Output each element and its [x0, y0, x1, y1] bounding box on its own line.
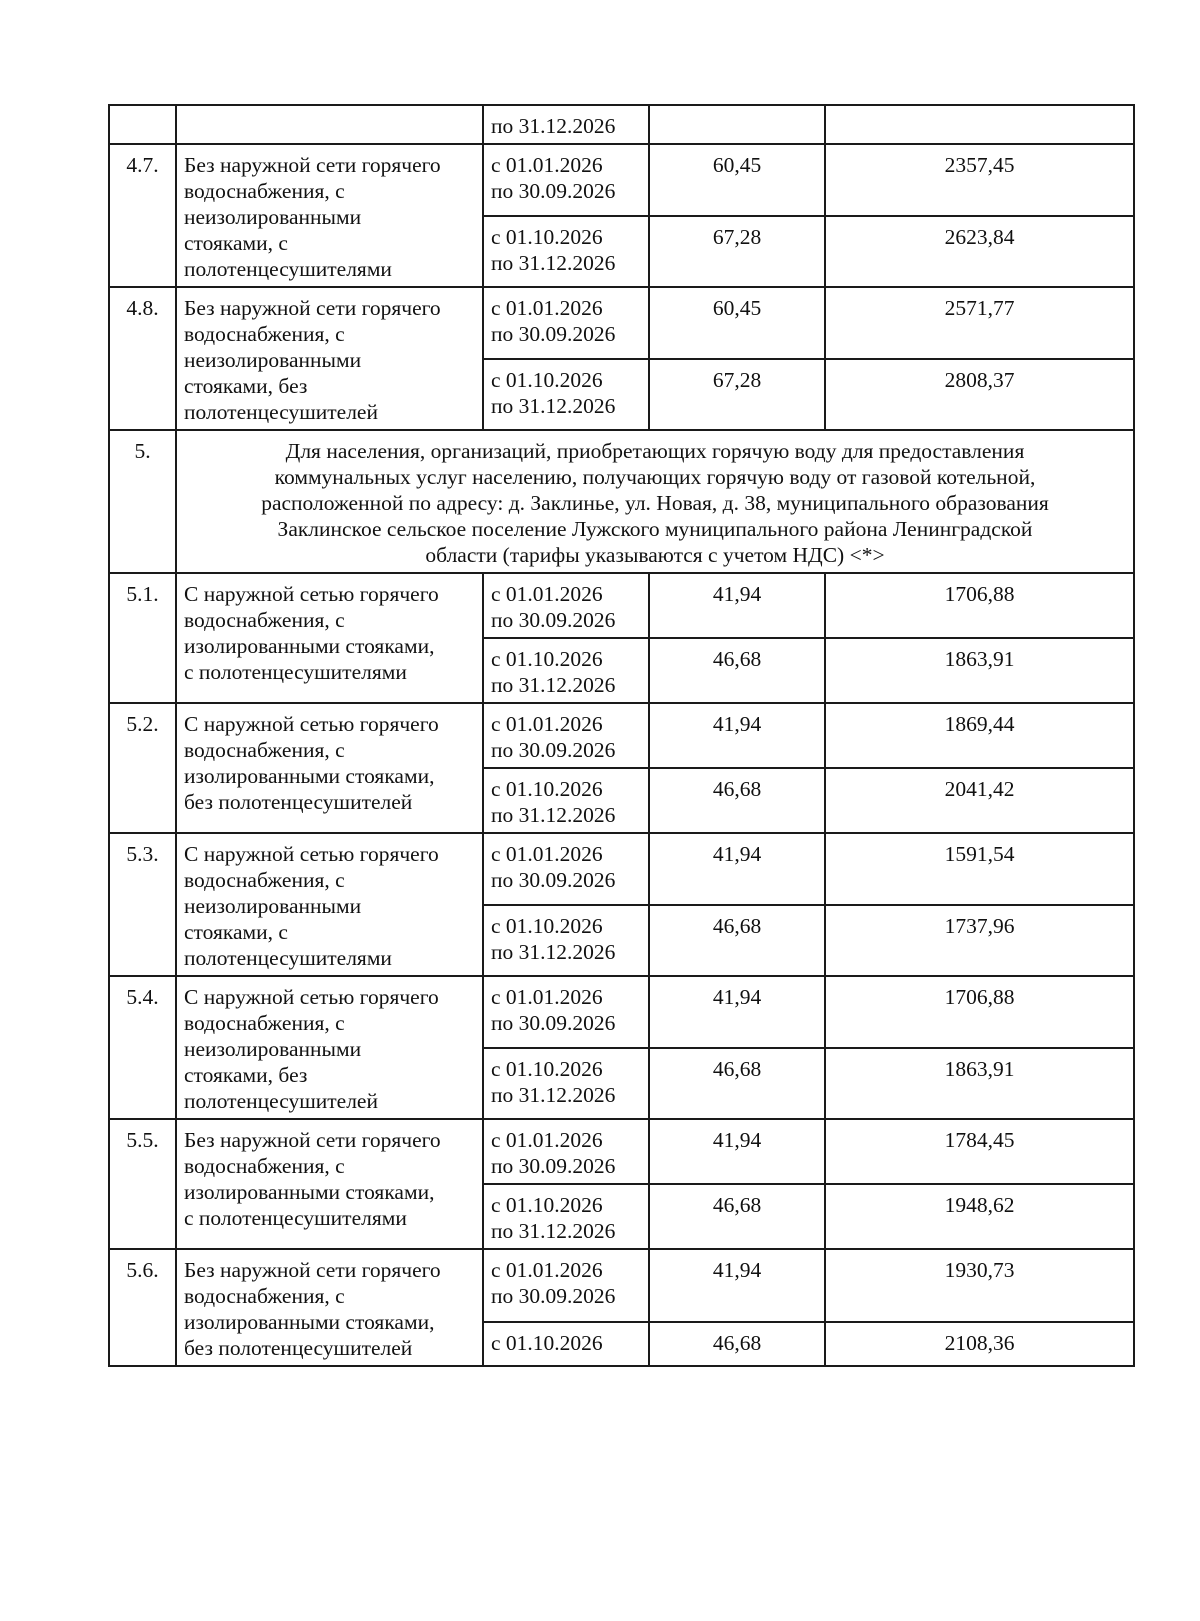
period-cell — [483, 216, 649, 288]
period-cell — [483, 359, 649, 431]
section-description-line: Заклинское сельское поселение Лужского муниципального района Ленинградской — [277, 517, 1033, 541]
value-cell-1: 60,45 — [649, 144, 825, 216]
item-name-line: стояками, с — [184, 920, 288, 944]
period-cell — [483, 1322, 649, 1366]
table-row — [109, 1249, 1134, 1322]
period-from: с 01.01.2026 — [491, 1128, 603, 1152]
period-cell — [483, 703, 649, 768]
item-name-line: полотенцесушителей — [184, 400, 378, 424]
period-cell — [483, 638, 649, 703]
period-to: по 30.09.2026 — [491, 868, 616, 892]
period-to: по 30.09.2026 — [491, 608, 616, 632]
table-row — [109, 703, 1134, 768]
item-name-line: Без наружной сети горячего — [184, 153, 441, 177]
item-name-line: водоснабжения, с — [184, 1154, 345, 1178]
item-name-line: неизолированными — [184, 1037, 362, 1061]
item-name-line: стояками, с — [184, 231, 288, 255]
value-cell-2: 2808,37 — [825, 359, 1134, 431]
period-cell — [483, 144, 649, 216]
item-name-line: водоснабжения, с — [184, 738, 345, 762]
section-number: 5. — [109, 430, 176, 573]
value-cell-1: 41,94 — [649, 833, 825, 905]
value-cell-2: 1869,44 — [825, 703, 1134, 768]
item-number: 4.8. — [109, 287, 176, 430]
tariff-table — [108, 104, 1135, 1367]
tariff-table-body — [109, 105, 1134, 1366]
period-to: по 30.09.2026 — [491, 1011, 616, 1035]
value-cell-1: 60,45 — [649, 287, 825, 359]
value-cell-2: 2041,42 — [825, 768, 1134, 833]
period-from: с 01.10.2026 — [491, 224, 603, 249]
item-name-line: стояками, без — [184, 1063, 308, 1087]
item-name-line: изолированными стояками, — [184, 634, 435, 658]
item-name-line: С наружной сетью горячего — [184, 582, 439, 606]
item-number: 5.6. — [109, 1249, 176, 1366]
value-cell-1: 46,68 — [649, 638, 825, 703]
period-cell — [483, 573, 649, 638]
item-name-line: водоснабжения, с — [184, 322, 345, 346]
section-header-row — [109, 430, 1134, 573]
table-row — [109, 1119, 1134, 1184]
period-to: по 31.12.2026 — [491, 1219, 616, 1243]
period-from: с 01.10.2026 — [491, 367, 603, 392]
section-description-line: области (тарифы указываются с учетом НДС) <*> — [425, 543, 885, 567]
period-to: по 31.12.2026 — [491, 673, 616, 697]
item-number: 5.5. — [109, 1119, 176, 1249]
item-number: 5.4. — [109, 976, 176, 1119]
value-cell-1: 41,94 — [649, 1119, 825, 1184]
item-name-line: С наружной сетью горячего — [184, 842, 439, 866]
period-cell — [483, 976, 649, 1048]
period-cell — [483, 287, 649, 359]
value-cell-2: 1706,88 — [825, 976, 1134, 1048]
item-name — [176, 287, 483, 430]
period-from: с 01.10.2026 — [491, 777, 603, 801]
item-name-line: с полотенцесушителями — [184, 1206, 407, 1230]
item-number: 5.1. — [109, 573, 176, 703]
table-row — [109, 573, 1134, 638]
period-to: по 31.12.2026 — [491, 250, 616, 275]
table-row — [109, 144, 1134, 216]
item-name-line: без полотенцесушителей — [184, 1336, 413, 1360]
period-from: с 01.10.2026 — [491, 1193, 603, 1217]
item-name-line: Без наружной сети горячего — [184, 296, 441, 320]
value-cell-2: 1863,91 — [825, 1048, 1134, 1120]
period-to: по 30.09.2026 — [491, 1284, 616, 1308]
period-cell — [483, 1119, 649, 1184]
table-row — [109, 976, 1134, 1048]
value-cell-2: 1930,73 — [825, 1249, 1134, 1322]
value-cell-1 — [649, 105, 825, 144]
item-name-line: полотенцесушителей — [184, 1089, 378, 1113]
item-name-line: водоснабжения, с — [184, 868, 345, 892]
value-cell-2: 1863,91 — [825, 638, 1134, 703]
period-from: с 01.01.2026 — [491, 296, 603, 320]
item-name-line: без полотенцесушителей — [184, 790, 413, 814]
value-cell-1: 41,94 — [649, 976, 825, 1048]
value-cell-1: 41,94 — [649, 573, 825, 638]
value-cell-2: 2571,77 — [825, 287, 1134, 359]
value-cell-1: 46,68 — [649, 905, 825, 977]
period-to: по 30.09.2026 — [491, 1154, 616, 1178]
item-name-line: С наружной сетью горячего — [184, 712, 439, 736]
section-description-line: расположенной по адресу: д. Заклинье, ул. Новая, д. 38, муниципального образования — [261, 491, 1049, 515]
item-name-line: водоснабжения, с — [184, 179, 345, 203]
period-to: по 31.12.2026 — [491, 114, 616, 138]
section-description — [176, 430, 1134, 573]
period-from: с 01.01.2026 — [491, 1258, 603, 1282]
item-name-line: водоснабжения, с — [184, 1011, 345, 1035]
period-to: по 30.09.2026 — [491, 738, 616, 762]
period-from: с 01.01.2026 — [491, 582, 603, 606]
number-cell — [109, 105, 176, 144]
item-name-line: неизолированными — [184, 894, 362, 918]
value-cell-1: 41,94 — [649, 1249, 825, 1322]
value-cell-1: 46,68 — [649, 1184, 825, 1249]
item-number: 5.2. — [109, 703, 176, 833]
value-cell-2: 1706,88 — [825, 573, 1134, 638]
item-name — [176, 573, 483, 703]
item-name-line: с полотенцесушителями — [184, 660, 407, 684]
period-from: с 01.10.2026 — [491, 1331, 603, 1356]
period-to: по 31.12.2026 — [491, 939, 616, 964]
period-to: по 31.12.2026 — [491, 1082, 616, 1107]
value-cell-2: 2108,36 — [825, 1322, 1134, 1366]
section-description-line: коммунальных услуг населению, получающих горячую воду от газовой котельной, — [274, 465, 1036, 489]
item-name-line: Без наружной сети горячего — [184, 1128, 441, 1152]
item-name — [176, 1119, 483, 1249]
item-name — [176, 144, 483, 287]
period-cell — [483, 833, 649, 905]
value-cell-2: 1591,54 — [825, 833, 1134, 905]
item-number: 5.3. — [109, 833, 176, 976]
item-name-line: стояками, без — [184, 374, 308, 398]
period-from: с 01.01.2026 — [491, 985, 603, 1009]
value-cell-2: 2357,45 — [825, 144, 1134, 216]
item-name-line: изолированными стояками, — [184, 1180, 435, 1204]
item-name-line: водоснабжения, с — [184, 608, 345, 632]
period-cell — [483, 105, 649, 144]
value-cell-2: 1948,62 — [825, 1184, 1134, 1249]
table-row — [109, 833, 1134, 905]
period-from: с 01.10.2026 — [491, 647, 603, 671]
period-cell — [483, 1048, 649, 1120]
item-name-line: полотенцесушителями — [184, 257, 392, 281]
table-row — [109, 105, 1134, 144]
item-name-line: неизолированными — [184, 205, 362, 229]
period-from: с 01.10.2026 — [491, 913, 603, 938]
period-from: с 01.01.2026 — [491, 153, 603, 177]
period-from: с 01.01.2026 — [491, 712, 603, 736]
item-name-line: Без наружной сети горячего — [184, 1258, 441, 1282]
table-row — [109, 287, 1134, 359]
period-cell — [483, 1184, 649, 1249]
period-cell — [483, 905, 649, 977]
item-name-line: неизолированными — [184, 348, 362, 372]
section-description-line: Для населения, организаций, приобретающих горячую воду для предоставления — [285, 439, 1025, 463]
value-cell-1: 46,68 — [649, 768, 825, 833]
item-name — [176, 833, 483, 976]
item-name-line: С наружной сетью горячего — [184, 985, 439, 1009]
value-cell-2: 2623,84 — [825, 216, 1134, 288]
period-cell — [483, 1249, 649, 1322]
value-cell-1: 46,68 — [649, 1322, 825, 1366]
item-name — [176, 1249, 483, 1366]
period-cell — [483, 768, 649, 833]
value-cell-2 — [825, 105, 1134, 144]
name-cell — [176, 105, 483, 144]
period-to: по 30.09.2026 — [491, 179, 616, 203]
item-name-line: полотенцесушителями — [184, 946, 392, 970]
item-number: 4.7. — [109, 144, 176, 287]
item-name — [176, 703, 483, 833]
period-from: с 01.01.2026 — [491, 842, 603, 866]
item-name-line: изолированными стояками, — [184, 1310, 435, 1334]
value-cell-1: 41,94 — [649, 703, 825, 768]
value-cell-1: 46,68 — [649, 1048, 825, 1120]
value-cell-1: 67,28 — [649, 216, 825, 288]
value-cell-2: 1784,45 — [825, 1119, 1134, 1184]
value-cell-2: 1737,96 — [825, 905, 1134, 977]
period-from: с 01.10.2026 — [491, 1056, 603, 1081]
item-name-line: водоснабжения, с — [184, 1284, 345, 1308]
value-cell-1: 67,28 — [649, 359, 825, 431]
period-to: по 31.12.2026 — [491, 393, 616, 418]
item-name-line: изолированными стояками, — [184, 764, 435, 788]
period-to: по 30.09.2026 — [491, 322, 616, 346]
period-to: по 31.12.2026 — [491, 803, 616, 827]
item-name — [176, 976, 483, 1119]
